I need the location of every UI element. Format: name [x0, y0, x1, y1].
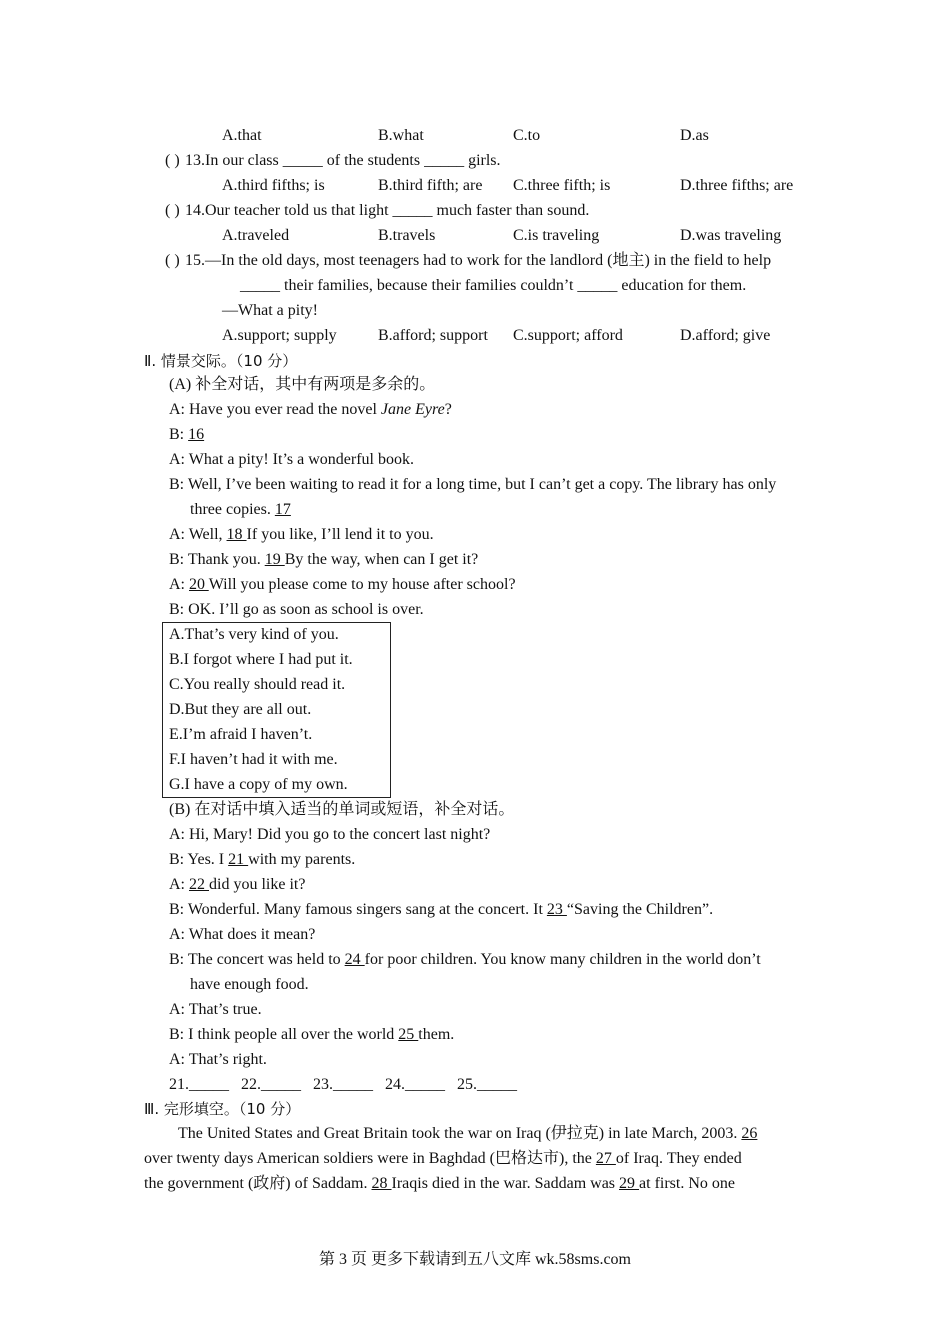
dialogue-a-line7: B: Thank you. 19 By the way, when can I get it?: [169, 551, 479, 568]
blank-23: 23: [546, 901, 567, 918]
option-box-item: D.But they are all out.: [169, 701, 312, 718]
q15-option-a: A.support; supply: [222, 327, 337, 344]
option-box-item: G.I have a copy of my own.: [169, 776, 348, 793]
q13-option-d: D.three fifths; are: [680, 177, 794, 194]
q15-stem-line3: —What a pity!: [222, 302, 318, 319]
dialogue-a-line8: A: 20 Will you please come to my house after school?: [169, 576, 516, 593]
blank-16: 16: [188, 426, 205, 443]
dialogue-b-line4: B: Wonderful. Many famous singers sang at the concert. It 23 “Saving the Children”.: [169, 901, 714, 918]
q13-option-c: C.three fifth; is: [513, 177, 611, 194]
dialogue-b-line6: B: The concert was held to 24 for poor children. You know many children in the world don’t: [169, 951, 761, 968]
dialogue-b-line5: A: What does it mean?: [169, 926, 316, 943]
blank-18: 18: [226, 526, 247, 543]
q12-option-d: D.as: [680, 127, 709, 144]
blank-20: 20: [189, 576, 209, 593]
blank-27: 27: [595, 1150, 616, 1167]
dialogue-a-line6: A: Well, 18 If you like, I’ll lend it to you.: [169, 526, 434, 543]
blank-24: 24: [344, 951, 365, 968]
blank-19: 19: [264, 551, 285, 568]
q15-answer-paren: ( ): [165, 252, 180, 269]
q15-option-c: C.support; afford: [513, 327, 623, 344]
option-box-item: B.I forgot where I had put it.: [169, 651, 353, 668]
answer-blanks-row: 21._____ 22._____ 23._____ 24._____ 25._____: [169, 1076, 517, 1093]
q12-option-b: B.what: [378, 127, 424, 144]
section3-title: Ⅲ. 完形填空。（10 分）: [144, 1100, 301, 1118]
q13-option-b: B.third fifth; are: [378, 177, 483, 194]
option-box-item: E.I’m afraid I haven’t.: [169, 726, 313, 743]
blank-29: 29: [619, 1175, 640, 1192]
q14-stem: 14.Our teacher told us that light _____ much faster than sound.: [185, 202, 590, 219]
dialogue-a-line1: A: Have you ever read the novel Jane Eyre?: [169, 401, 452, 418]
q15-option-b: B.afford; support: [378, 327, 488, 344]
page-footer: 第 3 页 更多下载请到五八文库 wk.58sms.com: [318, 1251, 631, 1268]
dialogue-a-line9: B: OK. I’ll go as soon as school is over.: [169, 601, 424, 618]
q13-stem: 13.In our class _____ of the students _____ girls.: [185, 152, 501, 169]
q14-option-a: A.traveled: [222, 227, 290, 244]
cloze-line2: over twenty days American soldiers were in Baghdad (巴格达市), the 27 of Iraq. They ended: [144, 1150, 742, 1167]
cloze-line3: the government (政府) of Saddam. 28 Iraqis died in the war. Saddam was 29 at first. No one: [144, 1175, 735, 1192]
dialogue-b-line1: A: Hi, Mary! Did you go to the concert last night?: [169, 826, 491, 843]
q14-option-d: D.was traveling: [680, 227, 782, 244]
q12-option-c: C.to: [513, 127, 541, 144]
section2-part-a-instruction: (A) 补全对话，其中有两项是多余的。: [169, 376, 436, 393]
section2-title: Ⅱ. 情景交际。（10 分）: [144, 352, 298, 370]
q14-answer-paren: ( ): [165, 202, 180, 219]
option-box-item: F.I haven’t had it with me.: [169, 751, 338, 768]
novel-title: Jane Eyre: [380, 401, 445, 418]
cloze-line1: The United States and Great Britain took the war on Iraq (伊拉克) in late March, 2003. 26: [178, 1125, 758, 1142]
q13-answer-paren: ( ): [165, 152, 180, 169]
blank-26: 26: [741, 1125, 758, 1142]
section2-part-b-instruction: (B) 在对话中填入适当的单词或短语，补全对话。: [169, 801, 515, 818]
option-box-item: C.You really should read it.: [169, 676, 346, 693]
blank-28: 28: [371, 1175, 392, 1192]
q14-option-b: B.travels: [378, 227, 436, 244]
dialogue-a-line3: A: What a pity! It’s a wonderful book.: [169, 451, 414, 468]
dialogue-b-line9: B: I think people all over the world 25 them.: [169, 1026, 455, 1043]
blank-17: 17: [274, 501, 291, 518]
option-box-item: A.That’s very kind of you.: [169, 626, 339, 643]
dialogue-b-line3: A: 22 did you like it?: [169, 876, 306, 893]
blank-22: 22: [189, 876, 209, 893]
dialogue-a-line5: three copies. 17: [190, 501, 291, 518]
blank-25: 25: [398, 1026, 419, 1043]
q13-option-a: A.third fifths; is: [222, 177, 325, 194]
dialogue-a-line2: B: 16: [169, 426, 205, 443]
q15-stem-line2: _____ their families, because their families couldn’t _____ education for them.: [240, 277, 747, 294]
blank-21: 21: [228, 851, 249, 868]
dialogue-b-line2: B: Yes. I 21 with my parents.: [169, 851, 356, 868]
dialogue-b-line8: A: That’s true.: [169, 1001, 262, 1018]
dialogue-b-line7: have enough food.: [190, 976, 309, 993]
q14-option-c: C.is traveling: [513, 227, 600, 244]
q15-stem-line1: 15.—In the old days, most teenagers had to work for the landlord (地主) in the field to help: [185, 252, 772, 269]
q12-option-a: A.that: [222, 127, 262, 144]
q15-option-d: D.afford; give: [680, 327, 771, 344]
dialogue-a-line4: B: Well, I’ve been waiting to read it for a long time, but I can’t get a copy. The library has only: [169, 476, 777, 493]
dialogue-b-line10: A: That’s right.: [169, 1051, 267, 1068]
